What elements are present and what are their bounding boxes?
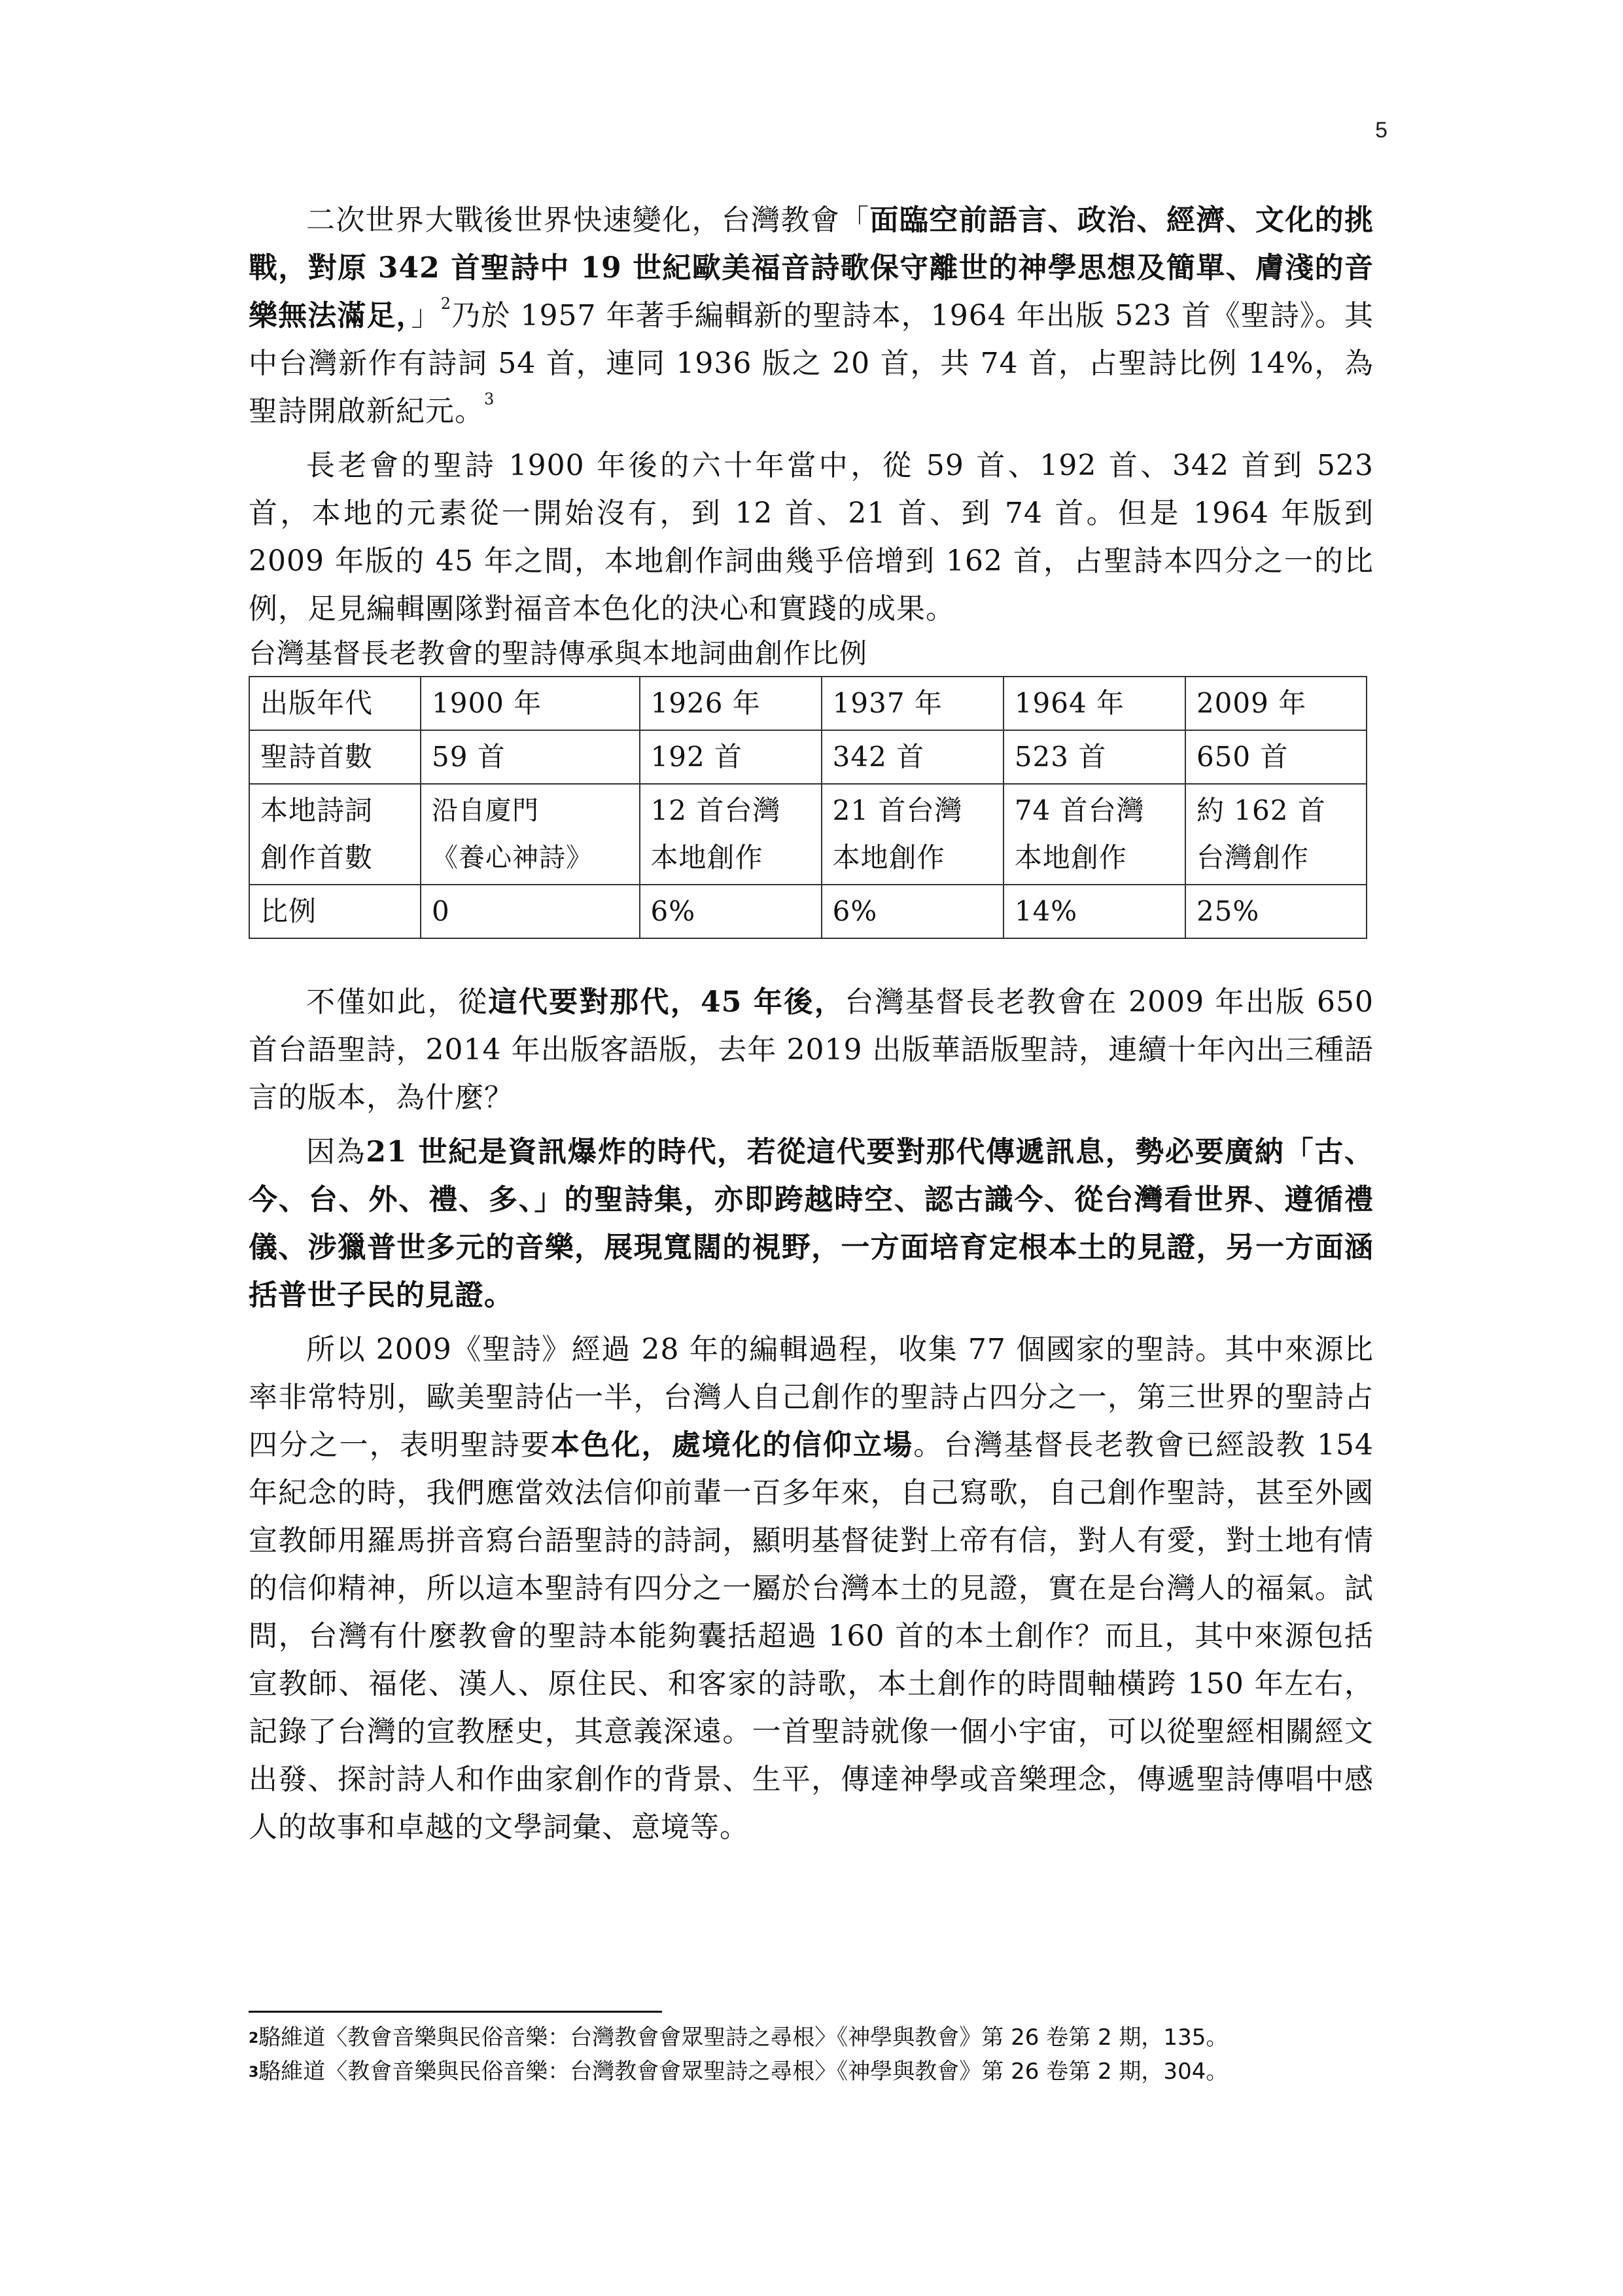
cell-line: 74 首台灣 [1014,794,1145,826]
cell-line: 創作首數 [260,841,374,874]
paragraph-5 [249,1326,1374,1851]
footnote-2 [249,2021,1400,2055]
footnote-3 [249,2055,1400,2089]
table-cell: 1926 年 [640,677,822,730]
paragraph-4-bold: 21 世紀是資訊爆炸的時代，若從這代要對那代傳遞訊息，勢必要廣納「古、今、台、外、禮、多、」的聖詩集，亦即跨越時空、認古識今、從台灣看世界、遵循禮儀、涉獵普世多元的音樂，展現寬闊的視野，一方面培育定根本土的見證，另一方面涵括普世子民的見證。 [249,1135,1374,1312]
table-cell: 14% [1003,885,1185,938]
table-cell [1185,784,1367,885]
table-caption: 台灣基督長老教會的聖詩傳承與本地詞曲創作比例 [249,637,868,669]
table-cell: 1900 年 [421,677,640,730]
paragraph-3-text-a: 不僅如此，從 [306,985,489,1019]
document-body [249,196,1374,1851]
paragraph-5-text-a: 所以 2009《聖詩》經過 28 年的編輯過程，收集 77 個國家的聖詩。其中來源比率非常特別，歐美聖詩佔一半，台灣人自己創作的聖詩占四分之一，第三世界的聖詩占四分之一，表明聖詩要 [249,1333,1374,1462]
table-cell [640,784,822,885]
paragraph-3 [249,978,1374,1122]
table-cell: 0 [421,885,640,938]
paragraph-1-text-a: 二次世界大戰後世界快速變化，台灣教會「 [306,203,870,237]
table-cell: 59 首 [421,730,640,784]
table-cell: 6% [640,885,822,938]
cell-line: 台灣創作 [1196,841,1309,874]
cell-line: 沿自廈門 [432,796,539,826]
paragraph-3-bold: 這代要對那代，45 年後， [488,985,845,1019]
footnote-text: 駱維道〈教會音樂與民俗音樂：台灣教會會眾聖詩之尋根〉《神學與教會》第 26 卷第 2 期，135。 [258,2024,1229,2051]
table-cell [822,784,1003,885]
footnote-divider [249,2011,662,2013]
cell-line: 《養心神詩》 [432,843,593,873]
cell-line: 本地詩詞 [260,794,374,826]
footnote-ref-2[interactable]: 2 [440,294,452,313]
cell-line: 本地創作 [832,841,945,874]
table-cell: 1937 年 [822,677,1003,730]
paragraph-2: 長老會的聖詩 1900 年後的六十年當中，從 59 首、192 首、342 首到 523 首，本地的元素從一開始沒有，到 12 首、21 首、到 74 首。但是 1964 年版到 2009 年版的 45 年之間，本地創作詞曲幾乎倍增到 162 首，占聖詩本四分之一的比例，足見編輯團隊對福音本色化的決心和實踐的成果。 [249,449,1374,626]
cell-line: 約 162 首 [1196,794,1326,826]
paragraph-4 [249,1128,1374,1319]
paragraph-5-bold: 本色化，處境化的信仰立場 [550,1428,914,1462]
cell-line: 本地創作 [650,841,763,874]
table-cell [421,784,640,885]
table-cell: 650 首 [1185,730,1367,784]
table-cell: 比例 [249,885,421,938]
table-cell [249,784,421,885]
footnote-number: 2 [249,2030,259,2047]
table-cell: 25% [1185,885,1367,938]
paragraph-3-text-b: 台灣基督長老教會在 2009 年出版 650 首台語聖詩，2014 年出版客語版，去年 2019 出版華語版聖詩，連續十年內出三種語言的版本，為什麼？ [249,985,1374,1114]
table-cell: 出版年代 [249,677,421,730]
cell-line: 21 首台灣 [832,794,963,826]
paragraph-4-text-a: 因為 [306,1135,366,1169]
paragraph-1-bold: 面臨空前語言、政治、經濟、文化的挑戰，對原 342 首聖詩中 19 世紀歐美福音詩歌保守離世的神學思想及簡單、膚淺的音樂無法滿足， [249,203,1374,332]
table-cell [1003,784,1185,885]
table-cell: 342 首 [822,730,1003,784]
table-row-local [249,784,1367,885]
table-cell: 6% [822,885,1003,938]
paragraph-1-text-c: 乃於 1957 年著手編輯新的聖詩本，1964 年出版 523 首《聖詩》。其中台灣新作有詩詞 54 首，連同 1936 版之 20 首，共 74 首，占聖詩比例 14%，為聖詩開啟新紀元。 [249,299,1374,428]
table-row-ratio [249,885,1367,938]
hymn-ratio-table [249,676,1367,939]
footnotes [249,2021,1400,2089]
table-row-counts [249,730,1367,784]
footnote-number: 3 [249,2064,259,2081]
table-cell: 192 首 [640,730,822,784]
table-row-years [249,677,1367,730]
cell-line: 本地創作 [1014,841,1127,874]
table-cell: 聖詩首數 [249,730,421,784]
cell-line: 12 首台灣 [650,794,781,826]
footnote-ref-3[interactable]: 3 [484,390,495,408]
table-cell: 523 首 [1003,730,1185,784]
footnote-text: 駱維道〈教會音樂與民俗音樂：台灣教會會眾聖詩之尋根〉《神學與教會》第 26 卷第 2 期，304。 [258,2058,1229,2085]
paragraph-5-text-b: 。台灣基督長老教會已經設教 154 年紀念的時，我們應當效法信仰前輩一百多年來，自己寫歌，自己創作聖詩，甚至外國宣教師用羅馬拼音寫台語聖詩的詩詞，顯明基督徒對上帝有信，對人有愛，對土地有情的信仰精神，所以這本聖詩有四分之一屬於台灣本土的見證，實在是台灣人的福氣。試問，台灣有什麼教會的聖詩本能夠囊括超過 160 首的本土創作？而且，其中來源包括宣教師、福佬、漢人、原住民、和客家的詩歌，本土創作的時間軸橫跨 150 年左右，記錄了台灣的宣教歷史，其意義深遠。一首聖詩就像一個小宇宙，可以從聖經相關經文出發、探討詩人和作曲家創作的背景、生平，傳達神學或音樂理念，傳遞聖詩傳唱中感人的故事和卓越的文學詞彙、意境等。 [249,1428,1374,1844]
paragraph-1-text-b: 」 [411,299,441,332]
table-cell: 1964 年 [1003,677,1185,730]
table-cell: 2009 年 [1185,677,1367,730]
paragraph-1 [249,196,1374,435]
page-number: 5 [1375,118,1387,143]
